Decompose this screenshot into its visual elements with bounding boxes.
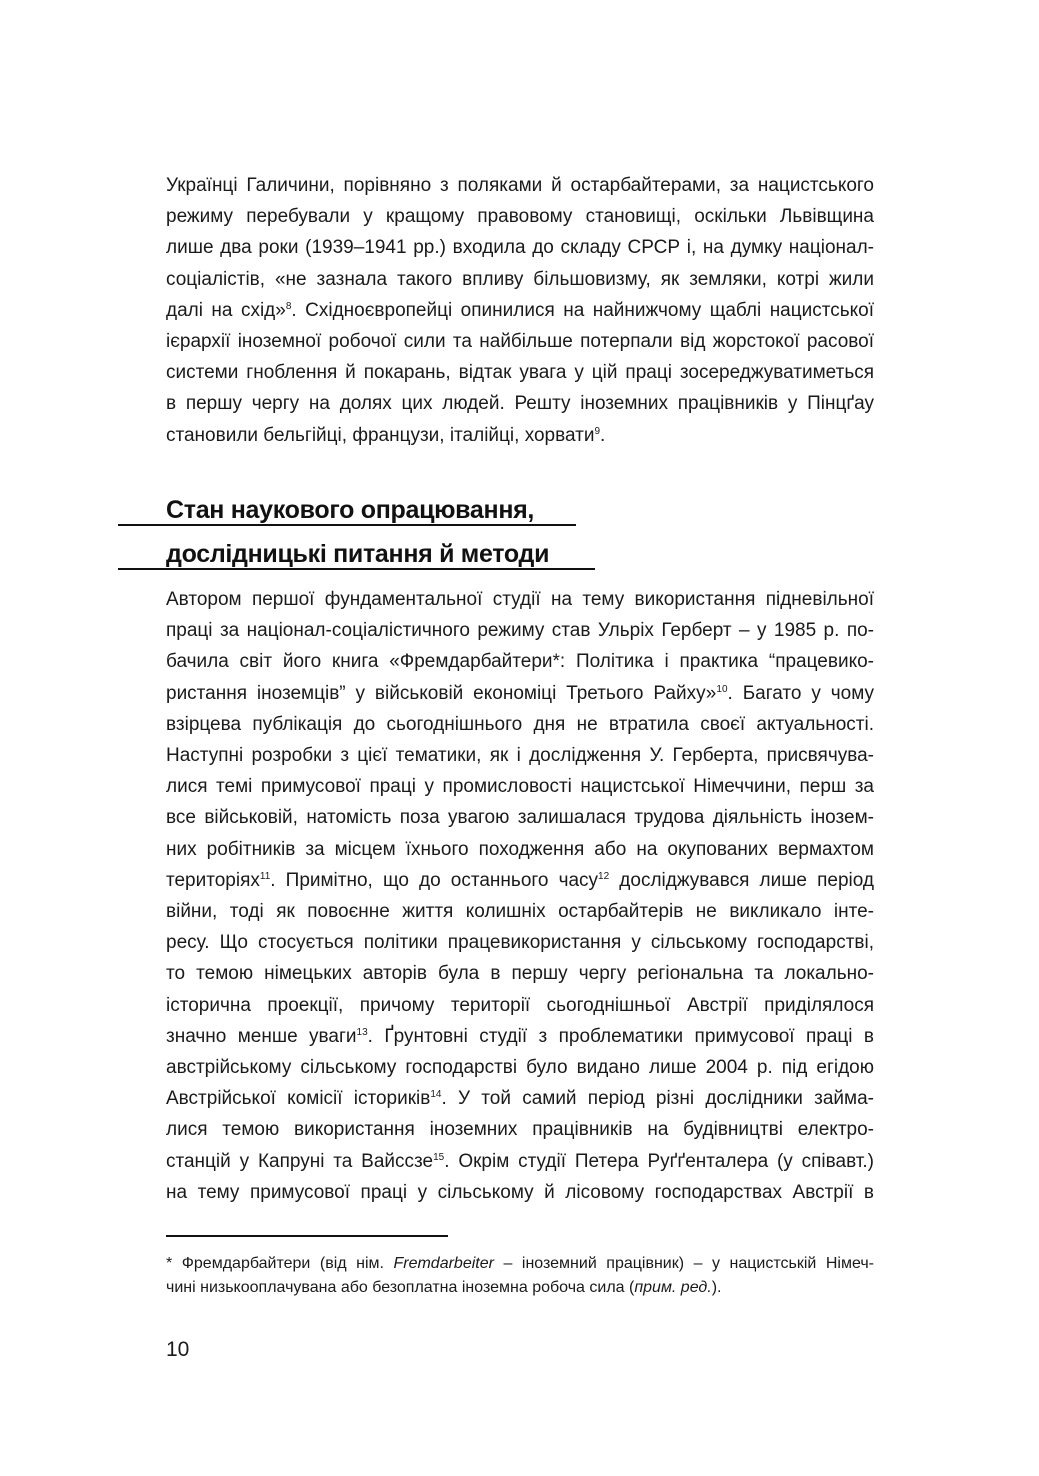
- heading-line-1: [118, 488, 588, 532]
- text-line: них робітників за місцем їхнього походження або на окупованих вермахтом: [166, 838, 874, 860]
- heading-text: дослідницькі питання й методи: [166, 540, 550, 568]
- footnote-line: [166, 1276, 874, 1300]
- text-run: значно менше уваги: [166, 1025, 357, 1047]
- page-number: 10: [166, 1338, 190, 1361]
- text-run: Австрійської комісії істориків: [166, 1088, 431, 1110]
- text-line: Наступні розробки з цієї тематики, як і дослідження У. Герберта, присвячува-: [166, 745, 874, 767]
- heading-text: Стан наукового опрацювання,: [166, 496, 535, 524]
- footnote-italic: прим. ред.: [634, 1279, 712, 1296]
- text-line: Автором першої фундаментальної студії на тему використання підневільної: [166, 589, 874, 610]
- footnote-divider: [166, 1235, 448, 1237]
- footnote-italic: Fremdarbeiter: [393, 1255, 494, 1272]
- section-heading: [118, 488, 588, 576]
- heading-line-2: [118, 532, 588, 576]
- text-run: чині низькооплачувана або безоплатна іноземна робоча сила (: [166, 1279, 635, 1296]
- text-line: то темою німецьких авторів була в першу чергу регіональна та локально-: [166, 963, 874, 985]
- text-run: – іноземний працівник) – у нацистській Німеч-: [493, 1255, 874, 1272]
- footnote-ref: 8: [285, 300, 292, 312]
- text-run: територіях: [166, 869, 260, 891]
- text-line: системи гноблення й покарань, відтак увага у цій праці зосереджуватиметься: [166, 362, 874, 384]
- text-run: . Ґрунтовні студії з проблематики примусової праці в: [367, 1025, 874, 1047]
- text-run: досліджувався лише період: [609, 869, 874, 891]
- text-line: все військовій, натомість поза увагою залишалася трудова діяльність інозем-: [166, 807, 874, 829]
- text-line: в першу чергу на долях цих людей. Решту іноземних працівників у Пінцґау: [166, 393, 874, 415]
- text-run: ристання іноземців” у військовій економіці Третього Райху»: [166, 682, 717, 704]
- text-line: австрійському сільському господарстві було видано лише 2004 р. під егідою: [166, 1057, 874, 1079]
- text-line: [166, 1021, 874, 1052]
- text-run: * Фремдарбайтери (від нім.: [166, 1255, 394, 1272]
- text-line: режиму перебували у кращому правовому становищі, оскільки Львівщина: [166, 206, 874, 228]
- text-line: історична проекції, причому території сьогоднішньої Австрії приділялося: [166, 994, 874, 1016]
- text-line: лися темою використання іноземних працівників на будівництві електро-: [166, 1119, 874, 1141]
- text-line: [166, 1146, 874, 1177]
- paragraph-1: [166, 170, 874, 451]
- text-line: взірцева публікація до сьогоднішнього дня не втратила своєї актуальності.: [166, 713, 874, 735]
- footnote-ref: 12: [598, 870, 610, 882]
- text-run: .: [600, 424, 606, 446]
- text-line: лише два роки (1939–1941 рр.) входила до складу СРСР і, на думку націонал-: [166, 237, 874, 259]
- footnote-ref: 11: [259, 870, 271, 882]
- text-run: . Примітно, що до останнього часу: [270, 869, 599, 891]
- text-line: війни, тоді як повоєнне життя колишніх остарбайтерів не викликало інте-: [166, 901, 874, 923]
- paragraph-2: [166, 584, 874, 1208]
- footnote-ref: 13: [356, 1026, 368, 1038]
- text-run: становили бельгійці, французи, італійці, хорвати: [166, 424, 595, 446]
- text-line: соціалістів, «не зазнала такого впливу більшовизму, як земляки, котрі жили: [166, 268, 874, 290]
- text-run: станцій у Капруні та Вайссзе: [166, 1150, 434, 1172]
- text-run: . Багато у чому: [727, 682, 874, 704]
- text-line: ієрархії іноземної робочої сили та найбільше потерпали від жорстокої расової: [166, 331, 874, 353]
- footnote-ref: 14: [430, 1089, 442, 1101]
- text-line: [166, 865, 874, 896]
- footnote-ref: 15: [433, 1151, 445, 1163]
- text-line: на тему примусової праці у сільському й лісовому господарствах Австрії в: [166, 1181, 874, 1203]
- text-run: . Східноєвропейці опинилися на найнижчому щаблі нацистської: [291, 299, 875, 321]
- footnote-ref: 10: [716, 683, 728, 695]
- text-run: далі на схід»: [166, 299, 286, 321]
- footnote-line: [166, 1252, 874, 1276]
- text-run: . У той самий період різні дослідники займа-: [441, 1088, 874, 1110]
- text-line: [166, 678, 874, 709]
- footnote-ref: 9: [594, 425, 601, 437]
- text-line: [166, 420, 874, 451]
- text-line: бачила світ його книга «Фремдарбайтери*: Політика і практика “працевико-: [166, 651, 874, 673]
- text-line: ресу. Що стосується політики працевикористання у сільському господарстві,: [166, 932, 874, 954]
- text-run: . Окрім студії Петера Руґґенталера (у співавт.): [444, 1150, 874, 1172]
- text-line: Українці Галичини, порівняно з поляками й остарбайтерами, за нацистського: [166, 175, 874, 196]
- text-run: ).: [711, 1279, 722, 1296]
- text-line: праці за націонал-соціалістичного режиму став Ульріх Герберт – у 1985 р. по-: [166, 620, 874, 642]
- text-line: лися темі примусової праці у промисловості нацистської Німеччини, перш за: [166, 776, 874, 798]
- text-line: [166, 295, 874, 326]
- text-line: [166, 1083, 874, 1114]
- footnote: [166, 1252, 874, 1300]
